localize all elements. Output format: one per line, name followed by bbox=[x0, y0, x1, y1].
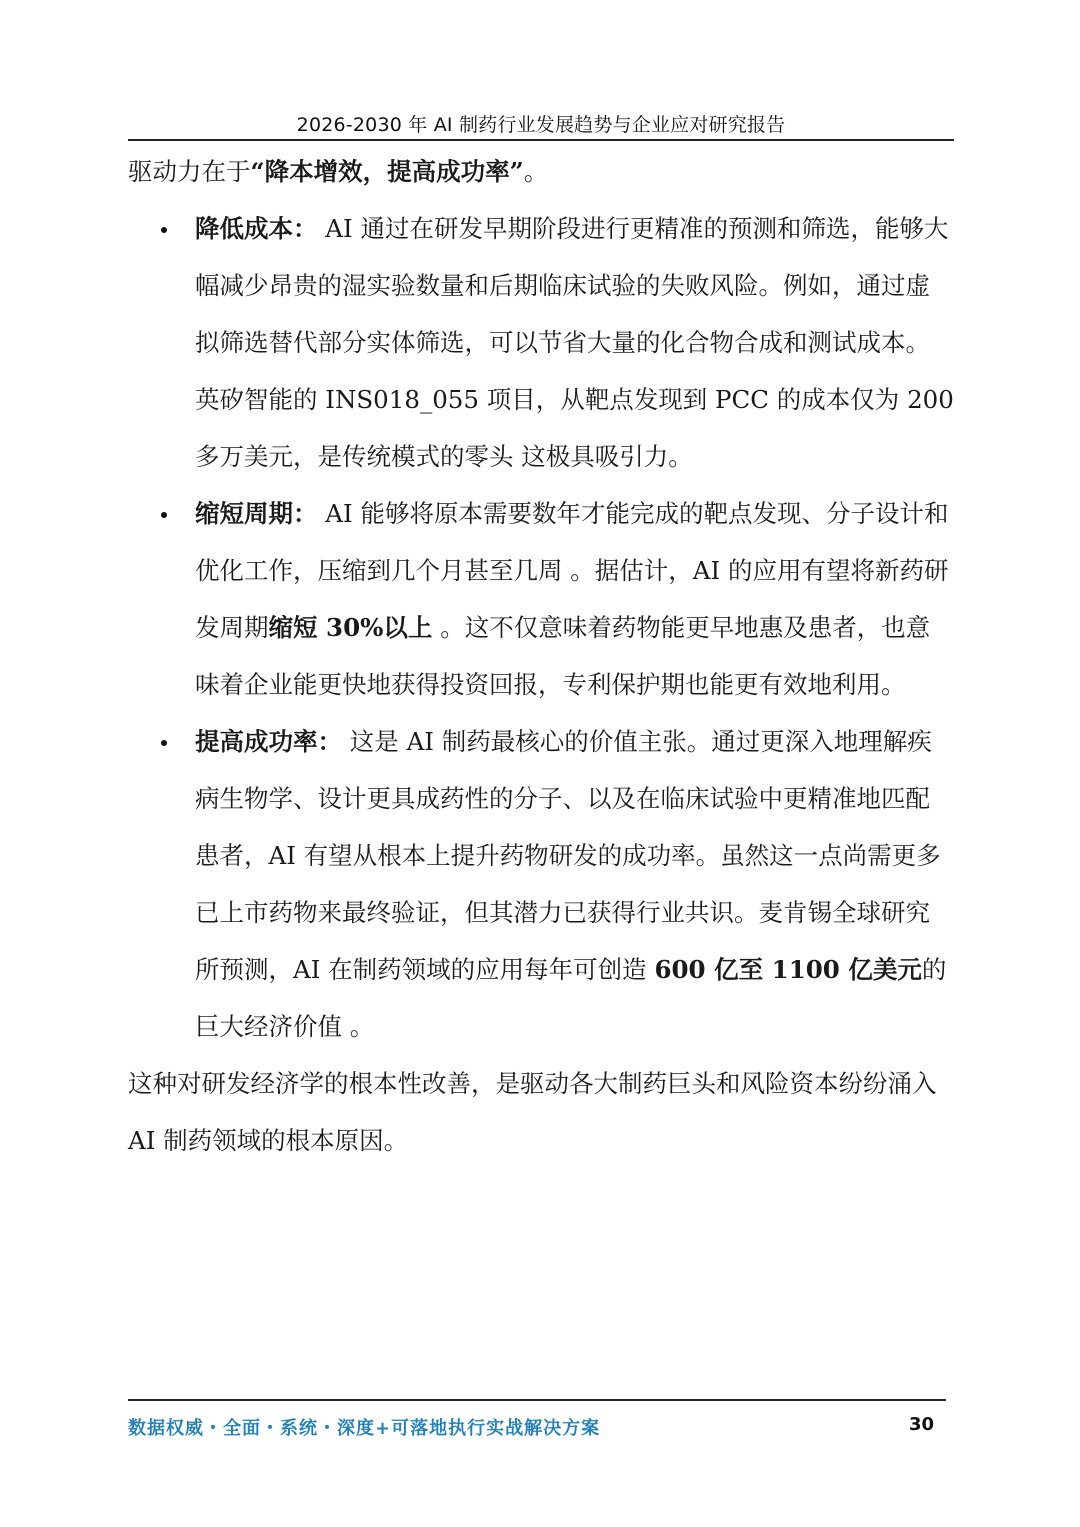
bullet-text: AI 能够将原本需要数年才能完成的靶点发现、分子设计和优化工作，压缩到几个月甚至几周 。据估计，AI 的应用有望将新药研发周期 bbox=[195, 499, 949, 642]
footer-divider bbox=[128, 1399, 946, 1401]
page-number: 30 bbox=[908, 1414, 934, 1435]
intro-prefix: 驱动力在于 bbox=[128, 157, 251, 186]
header-divider bbox=[128, 139, 954, 141]
bullet-item-reduce-cost bbox=[128, 200, 954, 485]
conclusion-paragraph: 这种对研发经济学的根本性改善，是驱动各大制药巨头和风险资本纷纷涌入 AI 制药领域的根本原因。 bbox=[128, 1069, 937, 1155]
bullet-highlight: 600 亿至 1100 亿美元 bbox=[654, 955, 922, 984]
bullet-dot-icon bbox=[161, 512, 167, 518]
intro-paragraph bbox=[128, 143, 954, 200]
bullet-lead: 降低成本： bbox=[195, 214, 318, 243]
footer-slogan: 数据权威・全面・系统・深度+可落地执行实战解决方案 bbox=[128, 1418, 601, 1439]
bullet-text: 。这不仅意味着药物能更早地惠及患者，也意味着企业能更快地获得投资回报，专利保护期也能更有效地利用。 bbox=[195, 613, 931, 699]
bullet-highlight: 缩短 30%以上 bbox=[268, 613, 433, 642]
bullet-dot-icon bbox=[161, 740, 167, 746]
intro-suffix: 。 bbox=[523, 157, 549, 186]
page-body bbox=[128, 143, 954, 1169]
bullet-item-shorten-cycle bbox=[128, 485, 954, 713]
bullet-item-improve-success bbox=[128, 713, 954, 1055]
bullet-lead: 提高成功率： bbox=[195, 727, 342, 756]
bullet-text: 的巨大经济价值 。 bbox=[195, 955, 947, 1041]
page-header-title: 2026-2030 年 AI 制药行业发展趋势与企业应对研究报告 bbox=[296, 114, 786, 136]
intro-emphasis: “降本增效，提高成功率” bbox=[250, 157, 524, 186]
bullet-dot-icon bbox=[161, 227, 167, 233]
bullet-text: 这是 AI 制药最核心的价值主张。通过更深入地理解疾病生物学、设计更具成药性的分子、以及在临床试验中更精准地匹配患者，AI 有望从根本上提升药物研发的成功率。虽然这一点尚需更多已上市药物来最终验证，但其潜力已获得行业共识。麦肯锡全球研究所预测，AI 在制药领域的应用每年可创造 bbox=[195, 727, 941, 984]
bullet-text: AI 通过在研发早期阶段进行更精准的预测和筛选，能够大幅减少昂贵的湿实验数量和后期临床试验的失败风险。例如，通过虚拟筛选替代部分实体筛选，可以节省大量的化合物合成和测试成本。英矽智能的 INS018_055 项目，从靶点发现到 PCC 的成本仅为 200 多万美元，是传统模式的零头 这极具吸引力。 bbox=[195, 214, 954, 471]
bullet-list bbox=[128, 200, 954, 1055]
bullet-lead: 缩短周期： bbox=[195, 499, 318, 528]
